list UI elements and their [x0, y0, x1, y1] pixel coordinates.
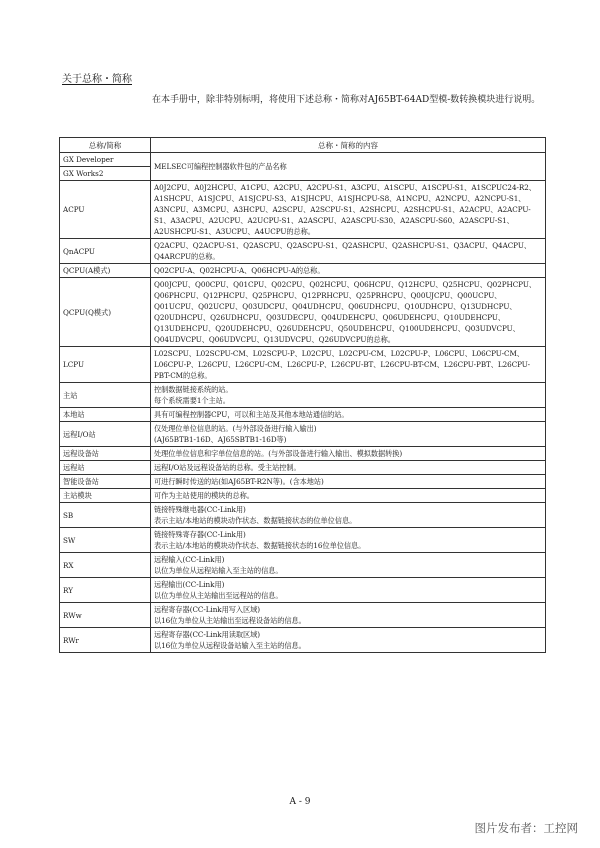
description-line: 控制数据链接系统的站。	[154, 385, 233, 394]
table-row	[60, 503, 546, 528]
description-line: 以16位为单位从远程设备站输入至主站的信息。	[154, 641, 306, 650]
term-cell: 本地站	[60, 408, 151, 422]
description-line: 链接特殊继电器(CC-Link用)	[154, 505, 246, 514]
term-cell: QnACPU	[60, 239, 151, 264]
description-cell	[151, 181, 546, 239]
description-line: 表示主站/本地站的模块动作状态、数据链接状态的16位单位信息。	[154, 541, 366, 550]
table-row	[60, 383, 546, 408]
table-header-row	[60, 138, 546, 153]
description-line: 仅处理位单位信息的站。(与外部设备进行输入输出)	[154, 424, 317, 433]
term-cell: RX	[60, 553, 151, 578]
description-cell	[151, 603, 546, 628]
term-cell: SB	[60, 503, 151, 528]
description-line: MELSEC可编程控制器软件包的产品名称	[154, 162, 287, 171]
table-row	[60, 264, 546, 278]
term-cell: 远程I/O站	[60, 422, 151, 447]
description-cell	[151, 553, 546, 578]
table-row	[60, 408, 546, 422]
table-row	[60, 422, 546, 447]
page-number: A - 9	[289, 797, 311, 807]
watermark: 图片发布者：工控网	[474, 821, 578, 835]
table-row	[60, 489, 546, 503]
description-line: (AJ65BTB1-16D、AJ65SBTB1-16D等)	[154, 435, 287, 444]
table-row	[60, 578, 546, 603]
description-cell	[151, 153, 546, 181]
description-cell	[151, 239, 546, 264]
term-cell: 远程站	[60, 461, 151, 475]
description-cell	[151, 475, 546, 489]
description-line: 表示主站/本地站的模块动作状态、数据链接状态的位单位信息。	[154, 516, 357, 525]
table-row	[60, 239, 546, 264]
table-row	[60, 461, 546, 475]
table-row	[60, 181, 546, 239]
term-cell: RWr	[60, 628, 151, 653]
description-line: Q02CPU-A、Q02HCPU-A、Q06HCPU-A的总称。	[154, 266, 325, 275]
description-line: Q00JCPU、Q00CPU、Q01CPU、Q02CPU、Q02HCPU、Q06HCPU、Q12HCPU、Q25HCPU、Q02PHCPU、Q06PHCPU、Q12PHCPU、Q25PHCPU、Q12PRHCPU、Q25PRHCPU、Q00UJCPU、Q00UCPU、Q01UCPU、Q02UCPU、Q03UDCPU、Q04UDHCPU、Q06UDHCPU、Q10UDHCPU、Q13UDHCPU、Q20UDHCPU、Q26UDHCPU、Q03UDECPU、Q04UDEHCPU、Q06UDEHCPU、Q10UDEHCPU、Q13UDEHCPU、Q20UDEHCPU、Q26UDEHCPU、Q50UDEHCPU、Q100UDEHCPU、Q03UDVCPU、Q04UDVCPU、Q06UDVCPU、Q13UDVCPU、Q26UDVCPU的总称。	[154, 280, 536, 344]
description-cell	[151, 264, 546, 278]
description-cell	[151, 461, 546, 475]
term-cell: QCPU(A模式)	[60, 264, 151, 278]
description-cell	[151, 422, 546, 447]
description-cell	[151, 447, 546, 461]
description-line: 远程I/O站及远程设备站的总称。受主站控制。	[154, 463, 301, 472]
table-row	[60, 278, 546, 347]
term-cell: 主站模块	[60, 489, 151, 503]
term-cell: RY	[60, 578, 151, 603]
description-line: 远程寄存器(CC-Link用写入区域)	[154, 605, 261, 614]
terms-table-body	[60, 153, 546, 653]
description-cell	[151, 503, 546, 528]
term-cell: SW	[60, 528, 151, 553]
description-line: 可作为主站使用的模块的总称。	[154, 491, 254, 500]
description-line: 处理位单位信息和字单位信息的站。(与外部设备进行输入输出、模拟数据转换)	[154, 449, 403, 458]
term-cell: LCPU	[60, 347, 151, 383]
description-cell	[151, 383, 546, 408]
description-line: 远程寄存器(CC-Link用读取区域)	[154, 630, 261, 639]
term-cell: 智能设备站	[60, 475, 151, 489]
description-line: 具有可编程控制器CPU，可以和主站及其他本地站通信的站。	[154, 410, 349, 419]
description-line: 以位为单位从远程站输入至主站的信息。	[154, 566, 283, 575]
description-cell	[151, 347, 546, 383]
intro-paragraph: 在本手册中，除非特别标明，将使用下述总称・简称对AJ65BT-64AD型模-数转换模块进行说明。	[152, 95, 541, 105]
description-line: 链接特殊寄存器(CC-Link用)	[154, 530, 246, 539]
table-row	[60, 628, 546, 653]
term-cell: 远程设备站	[60, 447, 151, 461]
description-line: L02SCPU、L02SCPU-CM、L02SCPU-P、L02CPU、L02CPU-CM、L02CPU-P、L06CPU、L06CPU-CM、L06CPU-P、L26CPU、L26CPU-CM、L26CPU-P、L26CPU-BT、L26CPU-BT-CM、L26CPU-PBT、L26CPU-PBT-CM的总称。	[154, 349, 531, 380]
section-title: 关于总称・简称	[62, 74, 132, 85]
term-cell: GX Developer	[60, 153, 151, 167]
description-line: Q2ACPU、Q2ACPU-S1、Q2ASCPU、Q2ASCPU-S1、Q2ASHCPU、Q2ASHCPU-S1、Q3ACPU、Q4ACPU、Q4ARCPU的总称。	[154, 241, 531, 261]
table-row	[60, 603, 546, 628]
description-cell	[151, 489, 546, 503]
term-cell: ACPU	[60, 181, 151, 239]
table-row	[60, 475, 546, 489]
terms-table	[59, 137, 546, 653]
term-cell: RWw	[60, 603, 151, 628]
description-cell	[151, 578, 546, 603]
table-row	[60, 347, 546, 383]
table-row	[60, 153, 546, 167]
description-line: 可进行瞬时传送的站(如AJ65BT-R2N等)。(含本地站)	[154, 477, 324, 486]
term-cell: GX Works2	[60, 167, 151, 181]
term-cell: QCPU(Q模式)	[60, 278, 151, 347]
description-line: 远程输入(CC-Link用)	[154, 555, 225, 564]
header-description: 总称・简称的内容	[151, 138, 546, 153]
description-line: 以16位为单位从主站输出至远程设备站的信息。	[154, 616, 306, 625]
description-cell	[151, 528, 546, 553]
table-row	[60, 528, 546, 553]
header-term: 总称/简称	[60, 138, 151, 153]
description-line: 每个系统需要1个主站。	[154, 396, 230, 405]
table-row	[60, 447, 546, 461]
description-cell	[151, 628, 546, 653]
description-line: A0J2CPU、A0J2HCPU、A1CPU、A2CPU、A2CPU-S1、A3CPU、A1SCPU、A1SCPU-S1、A1SCPUC24-R2、A1SHCPU、A1SJCPU、A1SJCPU-S3、A1SJHCPU、A1SJHCPU-S8、A1NCPU、A2NCPU、A2NCPU-S1、A3NCPU、A3MCPU、A3HCPU、A2SCPU、A2SCPU-S1、A2SHCPU、A2SHCPU-S1、A2ACPU、A2ACPU-S1、A3ACPU、A2UCPU、A2UCPU-S1、A2ASCPU、A2ASCPU-S30、A2ASCPU-S60、A2ASCPU-S1、A2USHCPU-S1、A3UCPU、A4UCPU的总称。	[154, 183, 536, 236]
description-line: 远程输出(CC-Link用)	[154, 580, 225, 589]
description-line: 以位为单位从主站输出至远程站的信息。	[154, 591, 283, 600]
description-cell	[151, 278, 546, 347]
table-row	[60, 553, 546, 578]
description-cell	[151, 408, 546, 422]
term-cell: 主站	[60, 383, 151, 408]
